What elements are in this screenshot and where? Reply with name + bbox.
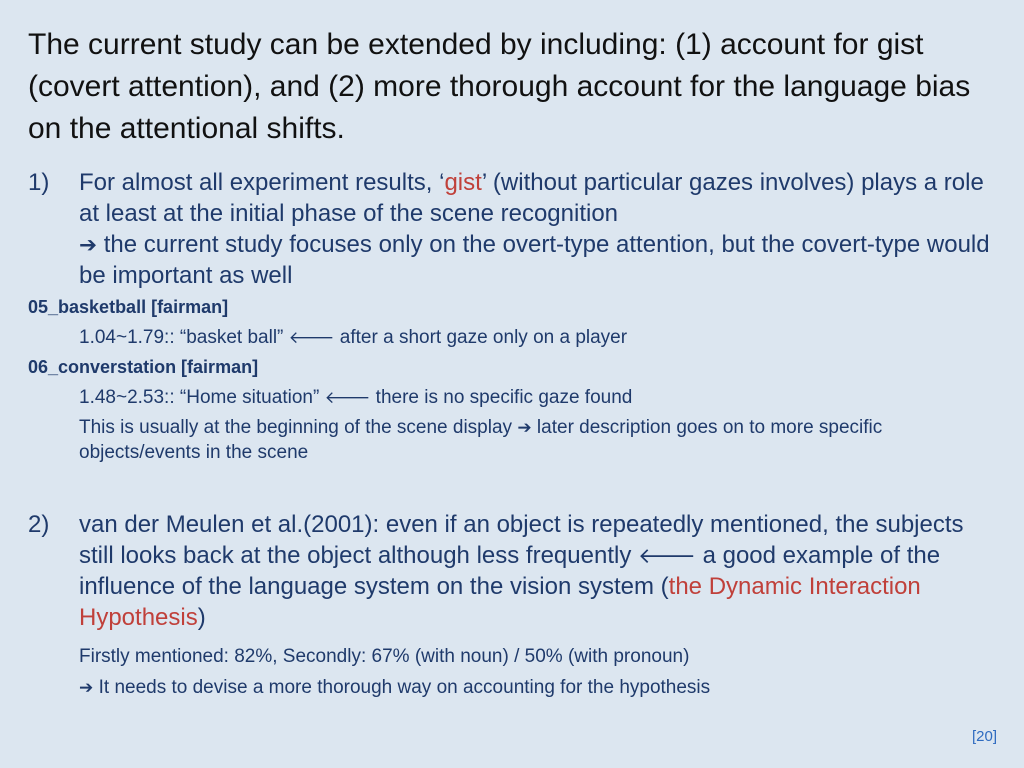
slide-title: The current study can be extended by including: (1) account for gist (covert attention), and (2) more thorough account for the language bias on the attentional shifts. (28, 28, 971, 145)
example-detail (79, 415, 989, 465)
example-detail (79, 325, 989, 350)
text-segment: 1.48~2.53:: “Home situation” (79, 387, 325, 408)
page-number: [20] (971, 728, 997, 745)
example-heading: 06_converstation [fairman] (28, 357, 259, 377)
right-arrow-icon: ➔ (517, 418, 532, 437)
bullet-text (79, 167, 998, 291)
text-segment: 1.04~1.79:: “basket ball” (79, 327, 289, 348)
text-segment: after a short gaze only on a player (334, 327, 628, 348)
text-segment: ’ (without particular gazes involves) plays a role at least at the initial phase of the scene recognition (79, 169, 984, 227)
bullet-point-1 (28, 167, 998, 291)
highlight-term: the Dynamic Interaction Hypothesis (79, 573, 921, 631)
conclusion-line (79, 675, 989, 700)
left-arrow-icon: 🡐 (288, 328, 335, 347)
text-segment: later description goes on to more specific objects/events in the scene (79, 417, 883, 463)
bullet-number: 1) (28, 169, 50, 196)
text-segment: ) (197, 604, 206, 631)
right-arrow-icon: ➔ (79, 232, 98, 257)
left-arrow-icon: 🡐 (637, 543, 696, 568)
text-segment: It needs to devise a more thorough way on accounting for the hypothesis (93, 677, 711, 698)
highlight-term: gist (444, 169, 482, 196)
right-arrow-icon: ➔ (79, 678, 94, 697)
text-segment: the current study focuses only on the overt-type attention, but the covert-type would be important as well (79, 231, 990, 289)
example-detail (79, 385, 989, 410)
bullet-point-2 (28, 509, 998, 633)
text-segment: a good example of the influence of the language system on the vision system ( (79, 542, 941, 600)
example-heading: 05_basketball [fairman] (28, 297, 229, 317)
text-segment: For almost all experiment results, ‘ (79, 169, 445, 196)
stats-line: Firstly mentioned: 82%, Secondly: 67% (with noun) / 50% (with pronoun) (79, 646, 690, 667)
bullet-number: 2) (28, 511, 50, 538)
text-segment: van der Meulen et al.(2001): even if an object is repeatedly mentioned, the subjects still looks back at the object although less frequently (79, 511, 964, 569)
left-arrow-icon: 🡐 (324, 388, 371, 407)
text-segment: there is no specific gaze found (370, 387, 633, 408)
text-segment: This is usually at the beginning of the scene display (79, 417, 518, 438)
bullet-text (79, 509, 998, 633)
